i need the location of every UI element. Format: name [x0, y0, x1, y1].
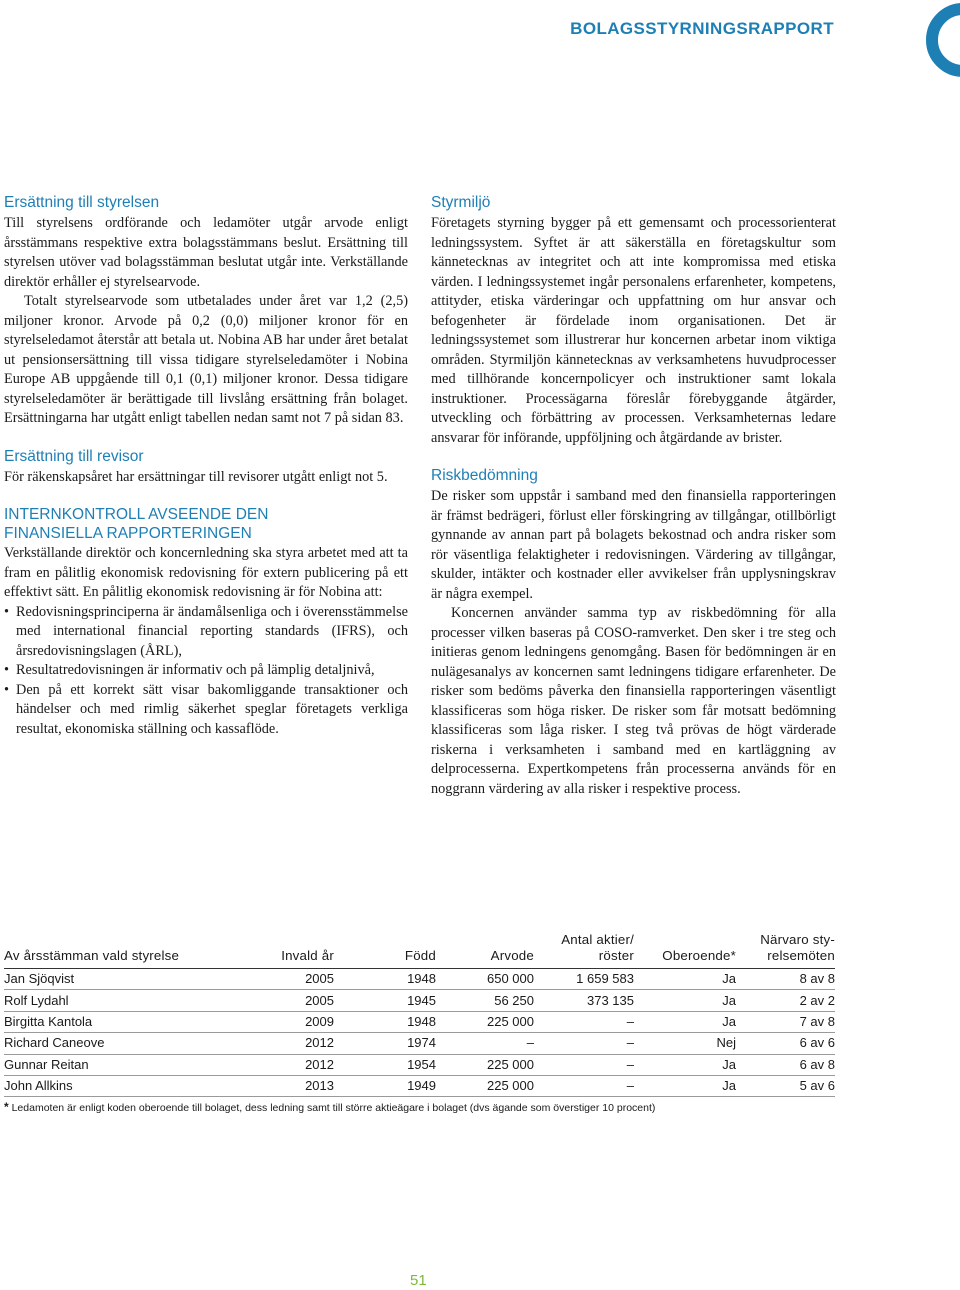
bullet-icon: •: [4, 603, 10, 620]
table-row: [4, 1033, 835, 1054]
cell-attendance: 2 av 2: [736, 990, 835, 1011]
table-row: [4, 1011, 835, 1032]
column-header-elected: Invald år: [236, 932, 334, 969]
cell-elected: 2012: [236, 1033, 334, 1054]
cell-born: 1948: [334, 969, 436, 990]
list-item-text: Resultatredovisningen är informativ och på lämplig detaljnivå,: [16, 662, 375, 678]
logo-ring-icon: [926, 3, 960, 77]
paragraph: För räkenskapsåret har ersättningar till revisorer utgått enligt not 5.: [4, 468, 388, 485]
cell-name: Birgitta Kantola: [4, 1011, 236, 1032]
header-line: relsemöten: [767, 948, 835, 963]
cell-attendance: 5 av 6: [736, 1075, 835, 1096]
bullet-icon: •: [4, 662, 10, 678]
table-header-row: [4, 932, 835, 969]
cell-attendance: 6 av 6: [736, 1033, 835, 1054]
table-row: [4, 1075, 835, 1096]
heading-line: INTERNKONTROLL AVSEENDE DEN: [4, 506, 269, 523]
cell-born: 1954: [334, 1054, 436, 1075]
cell-fee: 225 000: [436, 1075, 534, 1096]
list-item-text: Den på ett korrekt sätt visar bakomliggande transaktioner och händelser och med rimlig säkerhet speglar företagets verkliga resultat, ekonomiska ställning och kassaflöde.: [16, 681, 408, 737]
cell-shares: –: [534, 1075, 634, 1096]
cell-fee: 225 000: [436, 1011, 534, 1032]
table-row: [4, 1054, 835, 1075]
header-line: röster: [598, 948, 634, 963]
list-item: [4, 681, 408, 740]
footnote-marker: *: [4, 1100, 9, 1114]
footnote-text: Ledamoten är enligt koden oberoende till bolaget, dess ledning samt till större aktieägare i bolaget (dvs ägande som överstiger 10 procent): [11, 1102, 656, 1114]
header-line: Antal aktier/: [561, 932, 634, 947]
cell-fee: 56 250: [436, 990, 534, 1011]
cell-shares: 373 135: [534, 990, 634, 1011]
heading-risk-assessment: Riskbedömning: [431, 467, 538, 484]
cell-born: 1945: [334, 990, 436, 1011]
cell-elected: 2009: [236, 1011, 334, 1032]
cell-born: 1974: [334, 1033, 436, 1054]
cell-attendance: 8 av 8: [736, 969, 835, 990]
cell-independent: Ja: [634, 969, 736, 990]
column-header-independent: Oberoende*: [634, 932, 736, 969]
cell-name: Gunnar Reitan: [4, 1054, 236, 1075]
cell-name: John Allkins: [4, 1075, 236, 1096]
column-header-shares: [534, 932, 634, 969]
list-item: [4, 603, 408, 662]
cell-elected: 2005: [236, 969, 334, 990]
table-row: [4, 969, 835, 990]
cell-fee: 650 000: [436, 969, 534, 990]
paragraph: Verkställande direktör och koncernledning ska styra arbetet med att ta fram en pålitlig ekonomisk redovisning för extern publicering på ett effektivt sätt. En pålitlig ekonomisk redovisning är för Nobina att:: [4, 545, 408, 600]
heading-control-environment: Styrmiljö: [431, 194, 491, 211]
left-column: [4, 193, 408, 739]
cell-attendance: 7 av 8: [736, 1011, 835, 1032]
cell-attendance: 6 av 8: [736, 1054, 835, 1075]
cell-elected: 2013: [236, 1075, 334, 1096]
cell-elected: 2012: [236, 1054, 334, 1075]
cell-born: 1948: [334, 1011, 436, 1032]
table-footnote: [4, 1100, 835, 1114]
cell-independent: Ja: [634, 1075, 736, 1096]
paragraph: Totalt styrelsearvode som utbetalades under året var 1,2 (2,5) miljoner kronor. Arvode på 0,2 (0,0) miljoner kronor för en styrelseledamot återstår att betala ut. Nobina AB har under året betalat ut pensionsersättning till vissa tidigare styrelseledamöter i Nobina Europe AB uppgående till 0,1 (0,1) miljoner kronor. Dessa tidigare styrelseledamöter är berättigade till livslång ersättning från bolaget. Ersättningarna har utgått enligt tabellen nedan samt not 7 på sidan 83.: [4, 293, 408, 426]
cell-independent: Ja: [634, 1054, 736, 1075]
paragraph: Företagets styrning bygger på ett gemensamt och processorienterat ledningssystem. Syftet är att säkerställa en företagskultur som kännetecknas av integritet och att inte kompromissa med etiska värden. I ledningssystemet ingår personalens erfarenheter, kompetens, attityder, etiska värderingar och uppfattning om hur ansvar och befogenheter är fördelade inom organisationen. Det är ledningssystemet som illustrerar hur koncernen arbetar inom viktiga områden. Styrmiljön kännetecknas av verksamhetens huvudprocesser med tillhörande koncernpolicyer och instruktioner samt lokala instruktioner. Processägarna föreslår förebyggande åtgärder, utveckling och förbättring av processen. Verksamheternas ledare ansvarar för införande, uppföljning och åtgärdande av brister.: [431, 215, 836, 446]
cell-name: Rolf Lydahl: [4, 990, 236, 1011]
column-header-attendance: [736, 932, 835, 969]
paragraph: De risker som uppstår i samband med den finansiella rapporteringen är främst bedrägeri, förlust eller förskingring av tillgångar, otillbörligt gynnande av annan part på bolagets bekostnad och andra risker som rör väsentliga felaktigheter i redovisningen. Värdering av tillgångar, skulder, intäkter och kostnader eller avvikelser från upplysningskrav är några exempel.: [431, 488, 836, 602]
cell-shares: 1 659 583: [534, 969, 634, 990]
cell-independent: Ja: [634, 1011, 736, 1032]
list-item: [4, 661, 408, 681]
cell-name: Jan Sjöqvist: [4, 969, 236, 990]
heading-board-remuneration: Ersättning till styrelsen: [4, 194, 160, 211]
table-row: [4, 990, 835, 1011]
cell-independent: Nej: [634, 1033, 736, 1054]
cell-name: Richard Caneove: [4, 1033, 236, 1054]
paragraph: Till styrelsens ordförande och ledamöter utgår arvode enligt årsstämmans respektive extra bolagsstämmans beslut. Ersättning till styrelsen utöver vad bolagsstämman beslutat utgår inte. Verkställande direktör erhåller ej styrelsearvode.: [4, 215, 408, 290]
column-header-fee: Arvode: [436, 932, 534, 969]
cell-fee: –: [436, 1033, 534, 1054]
cell-shares: –: [534, 1011, 634, 1032]
heading-internal-control: [4, 505, 408, 543]
heading-line: FINANSIELLA RAPPORTERINGEN: [4, 525, 252, 542]
cell-shares: –: [534, 1033, 634, 1054]
column-header-name: Av årsstämman vald styrelse: [4, 932, 236, 969]
header-line: Närvaro sty-: [760, 932, 835, 947]
list-item-text: Redovisningsprinciperna är ändamålsenliga och i överensstämmelse med international financial reporting standards (IFRS), och årsredovisningslagen (ÅRL),: [16, 603, 408, 659]
cell-fee: 225 000: [436, 1054, 534, 1075]
column-header-born: Född: [334, 932, 436, 969]
heading-auditor-remuneration: Ersättning till revisor: [4, 447, 144, 465]
cell-independent: Ja: [634, 990, 736, 1011]
right-column: [431, 193, 836, 799]
header-title: BOLAGSSTYRNINGSRAPPORT: [570, 19, 834, 38]
bullet-list: [4, 603, 408, 740]
board-table: [4, 932, 835, 1097]
page-number: 51: [410, 1272, 427, 1289]
cell-shares: –: [534, 1054, 634, 1075]
bullet-icon: •: [4, 681, 10, 698]
cell-born: 1949: [334, 1075, 436, 1096]
paragraph: Koncernen använder samma typ av riskbedömning för alla processer vilken baseras på COSO-ramverket. Den sker i tre steg och initieras genom ledningens genomgång. Basen för bedömningen är en nulägesanalys av koncernen samt ledningens tidigare erfarenheter. De risker som bedöms påverka den finansiella rapporteringen väsentligt klassificeras som höga risker. De risker som får motsatt bedömning klassificeras som låga risker. I steg två prövas de högt värderade riskerna i verksamheten i samband med en kartläggning av delprocesserna. Expertkompetens från processerna används för en noggrann värdering av alla risker i respektive process.: [431, 605, 836, 797]
cell-elected: 2005: [236, 990, 334, 1011]
